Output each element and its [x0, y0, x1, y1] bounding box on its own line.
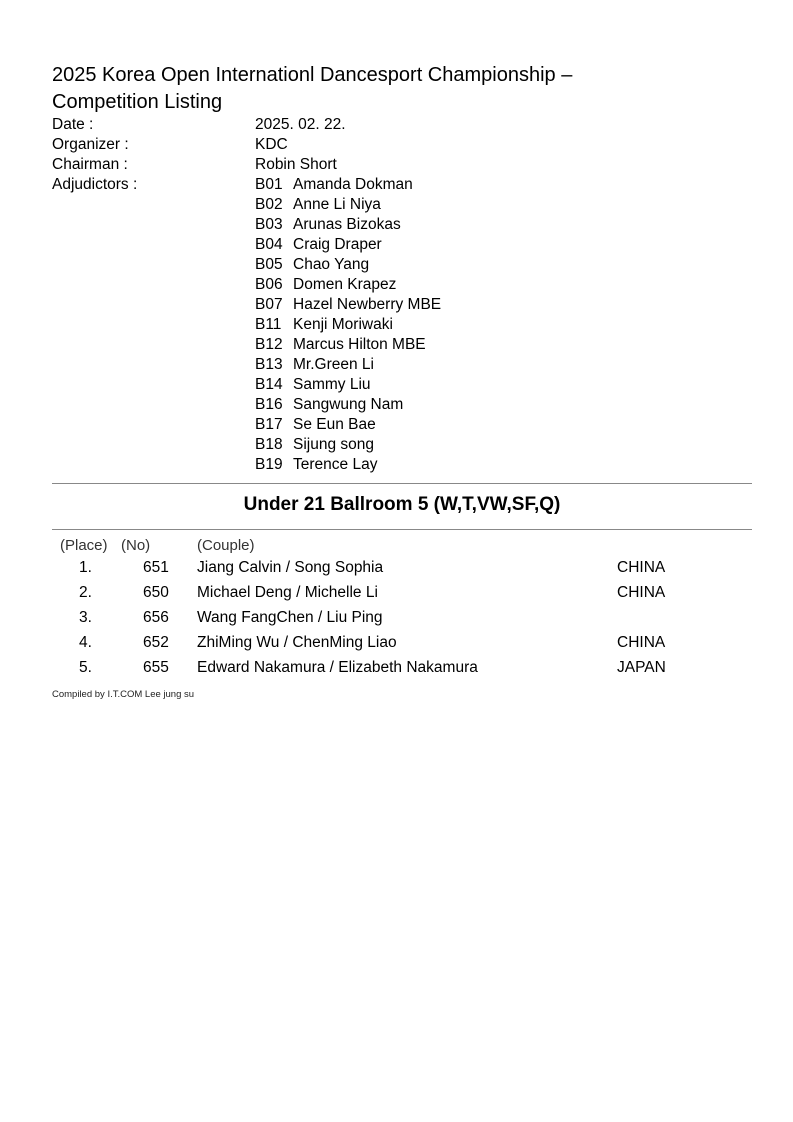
- result-number: 652: [143, 634, 169, 651]
- chairman-label: Chairman :: [52, 156, 128, 173]
- result-couple: Jiang Calvin / Song Sophia: [197, 559, 384, 576]
- adjudicator-item: [255, 195, 441, 215]
- adjudicator-item: [255, 235, 441, 255]
- result-row: [0, 657, 793, 682]
- result-country: CHINA: [617, 634, 666, 651]
- adjudicator-name: Marcus Hilton MBE: [293, 336, 426, 353]
- chairman-value: Robin Short: [255, 156, 337, 173]
- adjudicator-code: B12: [255, 336, 283, 353]
- adjudicator-name: Se Eun Bae: [293, 416, 376, 433]
- result-place: 5.: [79, 659, 92, 676]
- result-couple: ZhiMing Wu / ChenMing Liao: [197, 634, 397, 651]
- organizer-label: Organizer :: [52, 136, 129, 153]
- divider-top: [52, 483, 752, 484]
- adjudicator-code: B16: [255, 396, 283, 413]
- adjudicator-item: [255, 215, 441, 235]
- adjudicator-item: [255, 175, 441, 195]
- result-country: CHINA: [617, 559, 666, 576]
- adjudicator-code: B13: [255, 356, 283, 373]
- adjudicator-name: Amanda Dokman: [293, 176, 413, 193]
- adjudicator-item: [255, 415, 441, 435]
- adjudicator-name: Sammy Liu: [293, 376, 371, 393]
- adjudicator-item: [255, 375, 441, 395]
- result-number: 650: [143, 584, 169, 601]
- adjudicator-item: [255, 395, 441, 415]
- adjudicator-item: [255, 275, 441, 295]
- adjudicator-code: B18: [255, 436, 283, 453]
- result-couple: Michael Deng / Michelle Li: [197, 584, 378, 601]
- adjudicator-name: Chao Yang: [293, 256, 370, 273]
- date-value: 2025. 02. 22.: [255, 116, 346, 133]
- result-number: 651: [143, 559, 169, 576]
- page-title: [52, 62, 692, 116]
- event-title: Under 21 Ballroom 5 (W,T,VW,SF,Q): [243, 494, 561, 515]
- result-row: [0, 582, 793, 607]
- column-header-couple: (Couple): [197, 537, 255, 554]
- result-place: 4.: [79, 634, 92, 651]
- adjudicator-name: Domen Krapez: [293, 276, 397, 293]
- adjudicator-name: Arunas Bizokas: [293, 216, 401, 233]
- adjudicator-list: [255, 175, 441, 475]
- adjudicator-code: B17: [255, 416, 283, 433]
- adjudicator-item: [255, 315, 441, 335]
- adjudicator-code: B02: [255, 196, 283, 213]
- adjudicator-name: Sijung song: [293, 436, 375, 453]
- adjudicator-name: Terence Lay: [293, 456, 378, 473]
- adjudicator-code: B07: [255, 296, 283, 313]
- result-place: 3.: [79, 609, 92, 626]
- adjudicator-code: B05: [255, 256, 283, 273]
- adjudicator-name: Mr.Green Li: [293, 356, 374, 373]
- result-place: 2.: [79, 584, 92, 601]
- adjudicator-code: B04: [255, 236, 283, 253]
- result-number: 655: [143, 659, 169, 676]
- adjudicator-name: Craig Draper: [293, 236, 382, 253]
- date-label: Date :: [52, 116, 94, 133]
- adjudicator-item: [255, 255, 441, 275]
- footer-credit: Compiled by I.T.COM Lee jung su: [52, 689, 195, 700]
- title-line-2: Competition Listing: [52, 91, 223, 113]
- adjudicator-name: Sangwung Nam: [293, 396, 404, 413]
- result-couple: Wang FangChen / Liu Ping: [197, 609, 383, 626]
- adjudicator-name: Anne Li Niya: [293, 196, 381, 213]
- result-row: [0, 632, 793, 657]
- result-couple: Edward Nakamura / Elizabeth Nakamura: [197, 659, 478, 676]
- result-place: 1.: [79, 559, 92, 576]
- adjudicator-code: B14: [255, 376, 283, 393]
- divider-bottom: [52, 529, 752, 530]
- adjudicator-code: B11: [255, 316, 282, 333]
- adjudicator-item: [255, 355, 441, 375]
- column-header-no: (No): [121, 537, 151, 554]
- result-row: [0, 557, 793, 582]
- adjudicator-name: Hazel Newberry MBE: [293, 296, 442, 313]
- adjudicator-code: B03: [255, 216, 283, 233]
- adjudicator-code: B19: [255, 456, 283, 473]
- adjudicator-name: Kenji Moriwaki: [293, 316, 393, 333]
- results-table: [0, 557, 793, 682]
- adjudicator-item: [255, 435, 441, 455]
- result-country: JAPAN: [617, 659, 666, 676]
- adjudicator-code: B01: [255, 176, 283, 193]
- result-row: [0, 607, 793, 632]
- title-line-1: 2025 Korea Open Internationl Dancesport Championship –: [52, 64, 573, 86]
- adjudicator-code: B06: [255, 276, 283, 293]
- adjudicator-item: [255, 455, 441, 475]
- result-country: CHINA: [617, 584, 666, 601]
- adjudicator-item: [255, 295, 441, 315]
- adjudicator-item: [255, 335, 441, 355]
- column-header-place: (Place): [60, 537, 108, 554]
- organizer-value: KDC: [255, 136, 288, 153]
- adjudicators-label: Adjudictors :: [52, 176, 138, 193]
- result-number: 656: [143, 609, 169, 626]
